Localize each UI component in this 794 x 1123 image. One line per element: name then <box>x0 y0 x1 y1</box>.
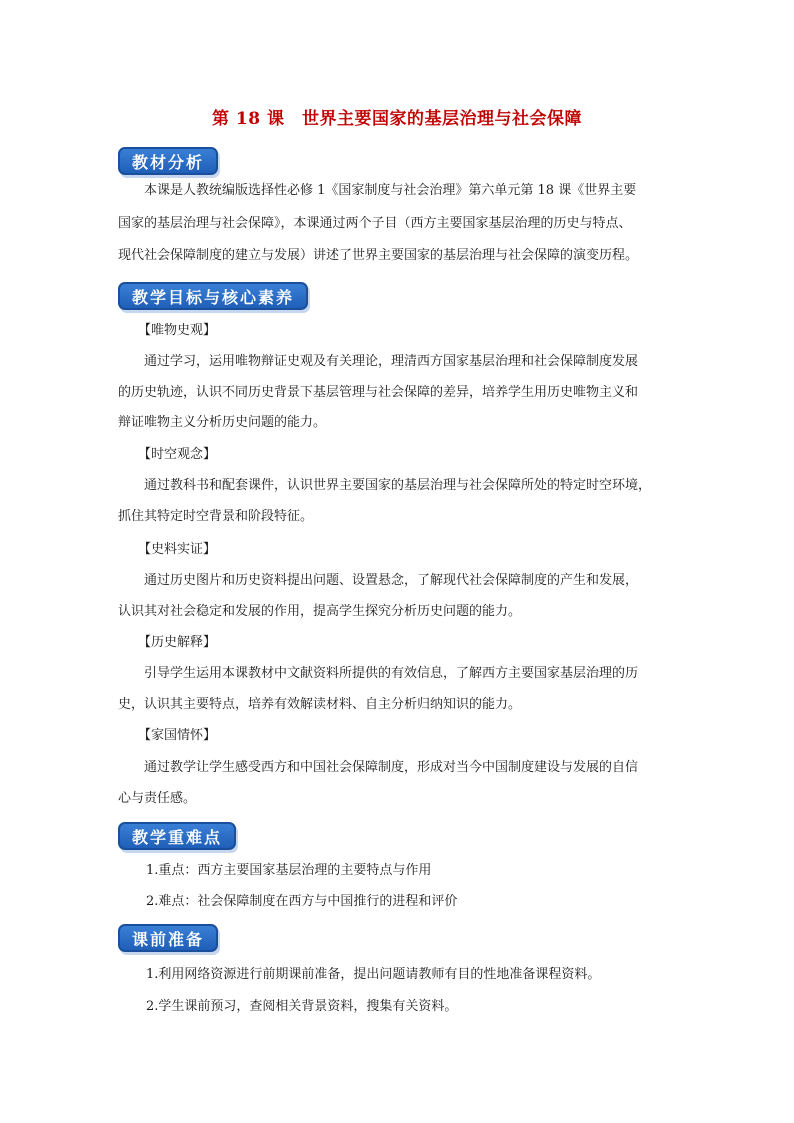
keypoint-item-2: 2.难点：社会保障制度在西方与中国推行的进程和评价 <box>146 894 458 909</box>
section-badge-goals: 教学目标与核心素养 <box>118 282 308 310</box>
prep-item-2: 2.学生课前预习，查阅相关背景资料，搜集有关资料。 <box>146 999 458 1014</box>
goal-heading-interpretation: 【历史解释】 <box>138 635 217 650</box>
section-badge-prep: 课前准备 <box>118 924 218 952</box>
goal-patriotism-line-2: 心与责任感。 <box>118 791 197 806</box>
goal-materialism-line-1: 通过学习，运用唯物辩证史观及有关理论，理清西方国家基层治理和社会保障制度发展 <box>144 354 639 369</box>
goal-materialism-line-2: 的历史轨迹，认识不同历史背景下基层管理与社会保障的差异，培养学生用历史唯物主义和 <box>118 385 639 400</box>
goal-heading-patriotism: 【家国情怀】 <box>138 728 217 743</box>
section-badge-analysis: 教材分析 <box>118 147 218 175</box>
goal-interpretation-line-2: 史，认识其主要特点，培养有效解读材料、自主分析归纳知识的能力。 <box>118 697 522 712</box>
goal-evidence-line-1: 通过历史图片和历史资料提出问题、设置悬念，了解现代社会保障制度的产生和发展， <box>144 573 639 588</box>
analysis-line-3: 现代社会保障制度的建立与发展）讲述了世界主要国家的基层治理与社会保障的演变历程。 <box>118 248 639 263</box>
goal-materialism-line-3: 辩证唯物主义分析历史问题的能力。 <box>118 415 327 430</box>
section-badge-keypoints: 教学重难点 <box>118 822 236 850</box>
goal-heading-materialism: 【唯物史观】 <box>138 323 217 338</box>
keypoint-item-1: 1.重点：西方主要国家基层治理的主要特点与作用 <box>146 863 432 878</box>
lesson-title: 第 18 课 世界主要国家的基层治理与社会保障 <box>212 109 582 129</box>
goal-heading-timespace: 【时空观念】 <box>138 447 217 462</box>
goal-patriotism-line-1: 通过教学让学生感受西方和中国社会保障制度，形成对当今中国制度建设与发展的自信 <box>144 760 639 775</box>
goal-timespace-line-1: 通过教科书和配套课件，认识世界主要国家的基层治理与社会保障所处的特定时空环境， <box>144 478 652 493</box>
goal-interpretation-line-1: 引导学生运用本课教材中文献资料所提供的有效信息，了解西方主要国家基层治理的历 <box>144 666 639 681</box>
analysis-line-1: 本课是人教统编版选择性必修 1《国家制度与社会治理》第六单元第 18 课《世界主要 <box>144 183 637 198</box>
prep-item-1: 1.利用网络资源进行前期课前准备，提出问题请教师有目的性地准备课程资料。 <box>146 967 601 982</box>
analysis-line-2: 国家的基层治理与社会保障》，本课通过两个子目（西方主要国家基层治理的历史与特点、 <box>118 216 632 231</box>
goal-timespace-line-2: 抓住其特定时空背景和阶段特征。 <box>118 509 314 524</box>
goal-heading-evidence: 【史料实证】 <box>138 542 217 557</box>
goal-evidence-line-2: 认识其对社会稳定和发展的作用，提高学生探究分析历史问题的能力。 <box>118 604 522 619</box>
